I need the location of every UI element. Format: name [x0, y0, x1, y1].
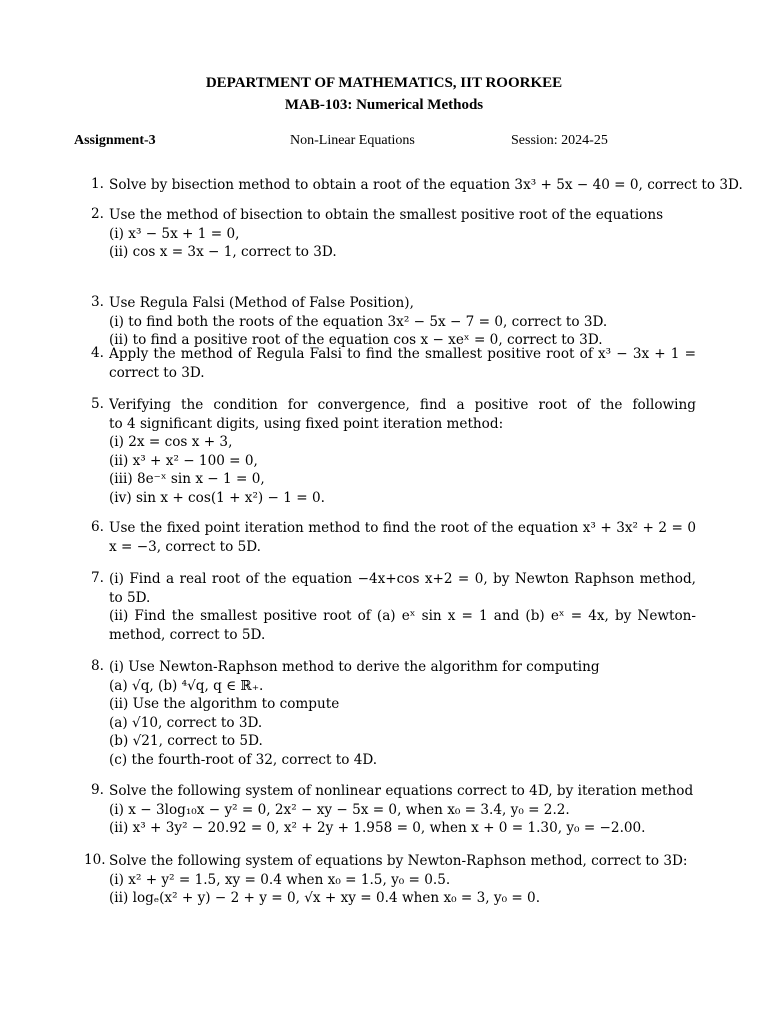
topic-label: Non-Linear Equations: [290, 133, 415, 148]
question-number: 3.: [91, 294, 104, 310]
question-text: [109, 852, 696, 908]
question-line: (ii) x³ + 3y² − 20.92 = 0, x² + 2y + 1.958 = 0, when x + 0 = 1.30, y₀ = −2.00.: [109, 820, 646, 836]
question-text: [109, 658, 696, 769]
course-title: MAB-103: Numerical Methods: [284, 97, 484, 113]
question-line: (ii) cos x = 3x − 1, correct to 3D.: [109, 244, 337, 260]
question-line: (ii) Use the algorithm to compute: [109, 696, 340, 712]
question-number: 8.: [91, 658, 104, 674]
question-line: (i) x² + y² = 1.5, xy = 0.4 when x₀ = 1.5, y₀ = 0.5.: [109, 871, 451, 888]
department-title: DEPARTMENT OF MATHEMATICS, IIT ROORKEE: [205, 75, 563, 91]
question-line: Use Regula Falsi (Method of False Position),: [109, 295, 414, 311]
session-label: Session: 2024-25: [511, 133, 608, 148]
question-text: [109, 345, 696, 382]
question-number: 2.: [91, 206, 104, 222]
question-line: to 4 significant digits, using fixed point iteration method:: [109, 415, 504, 432]
question-number: 9.: [91, 782, 104, 798]
question-text: [109, 396, 696, 507]
question-line: (b) √21, correct to 5D.: [109, 733, 263, 749]
question-line: method, correct to 5D.: [109, 626, 266, 643]
question-text: [109, 782, 696, 838]
question-line: (ii) to find a positive root of the equation cos x − xeˣ = 0, correct to 3D.: [109, 332, 603, 348]
question-line: (i) Find a real root of the equation −4x+cos x+2 = 0, by Newton Raphson method,: [109, 571, 696, 587]
question-line: Solve the following system of nonlinear equations correct to 4D, by iteration method: [109, 783, 694, 799]
question-line: Use the method of bisection to obtain the smallest positive root of the equations: [109, 207, 664, 223]
question-line: (ii) x³ + x² − 100 = 0,: [109, 452, 258, 469]
question-line: to 5D.: [109, 589, 151, 606]
question-line: Use the fixed point iteration method to find the root of the equation x³ + 3x² + 2 = 0: [109, 520, 696, 536]
question-line: (iii) 8e⁻ˣ sin x − 1 = 0,: [109, 471, 265, 487]
question-number: 4.: [91, 345, 104, 361]
question-line: Solve by bisection method to obtain a root of the equation 3x³ + 5x − 40 = 0, correct to 3D.: [109, 177, 743, 193]
question-text: [109, 294, 696, 350]
question-line: correct to 3D.: [109, 364, 205, 381]
question-line: (ii) logₑ(x² + y) − 2 + y = 0, √x + xy = 0.4 when x₀ = 3, y₀ = 0.: [109, 890, 541, 906]
question-number: 10.: [84, 852, 106, 868]
question-line: (iv) sin x + cos(1 + x²) − 1 = 0.: [109, 489, 325, 506]
question-line: (a) √q, (b) ⁴√q, q ∈ ℝ₊.: [109, 677, 264, 694]
question-text: [109, 570, 696, 644]
question-line: (a) √10, correct to 3D.: [109, 714, 263, 731]
question-number: 7.: [91, 570, 104, 586]
question-text: [109, 176, 743, 195]
question-line: (i) to find both the roots of the equation 3x² − 5x − 7 = 0, correct to 3D.: [109, 313, 608, 330]
question-line: Verifying the condition for convergence, find a positive root of the following: [109, 397, 696, 413]
question-number: 6.: [91, 519, 104, 535]
question-number: 1.: [91, 176, 104, 192]
question-line: (i) x − 3log₁₀x − y² = 0, 2x² − xy − 5x = 0, when x₀ = 3.4, y₀ = 2.2.: [109, 801, 570, 818]
question-line: (ii) Find the smallest positive root of (a) eˣ sin x = 1 and (b) eˣ = 4x, by Newton-: [109, 608, 696, 624]
question-line: (i) x³ − 5x + 1 = 0,: [109, 225, 240, 242]
question-line: (i) 2x = cos x + 3,: [109, 434, 233, 450]
question-line: Solve the following system of equations by Newton-Raphson method, correct to 3D:: [109, 853, 688, 869]
question-text: [109, 206, 696, 262]
question-line: Apply the method of Regula Falsi to find the smallest positive root of x³ − 3x + 1 =: [109, 346, 696, 362]
question-text: [109, 519, 696, 556]
question-number: 5.: [91, 396, 104, 412]
question-line: (i) Use Newton-Raphson method to derive the algorithm for computing: [109, 659, 600, 675]
question-line: (c) the fourth-root of 32, correct to 4D.: [109, 751, 378, 768]
question-line: x = −3, correct to 5D.: [109, 538, 261, 555]
assignment-label: Assignment-3: [74, 133, 156, 148]
